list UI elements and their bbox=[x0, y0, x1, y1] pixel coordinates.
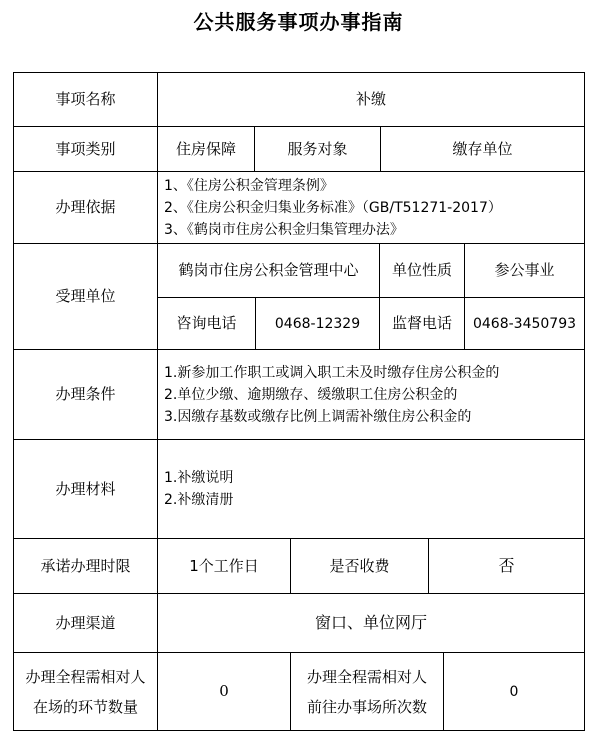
fee-value: 否 bbox=[498, 556, 515, 575]
fee-label: 是否收费 bbox=[329, 556, 390, 575]
materials-list bbox=[164, 467, 233, 511]
onsite-steps-label-line: 在场的环节数量 bbox=[32, 697, 138, 716]
consult-phone-value: 0468-12329 bbox=[274, 315, 361, 332]
supervise-phone-label: 监督电话 bbox=[391, 314, 452, 332]
name-value: 补缴 bbox=[355, 90, 386, 108]
onsite-steps-label-line: 办理全程需相对人 bbox=[25, 667, 146, 686]
time-limit-value: 1个工作日 bbox=[189, 556, 259, 575]
service-target-value: 缴存单位 bbox=[452, 139, 513, 158]
name-label: 事项名称 bbox=[55, 90, 116, 108]
page-title: 公共服务事项办事指南 bbox=[193, 10, 404, 34]
onsite-steps-label bbox=[14, 653, 157, 730]
consult-phone-label: 咨询电话 bbox=[176, 314, 237, 332]
basis-item: 3、《鹤岗市住房公积金归集管理办法》 bbox=[164, 222, 404, 238]
visit-count-label-line: 前往办事场所次数 bbox=[306, 697, 427, 716]
material-item: 2.补缴清册 bbox=[164, 492, 234, 508]
basis-label: 办理依据 bbox=[55, 198, 116, 216]
conditions-label: 办理条件 bbox=[55, 385, 116, 403]
visit-count-value: 0 bbox=[509, 683, 519, 700]
basis-item: 2、《住房公积金归集业务标准》（GB/T51271-2017） bbox=[164, 200, 502, 216]
unit-label: 受理单位 bbox=[55, 287, 116, 305]
material-item: 1.补缴说明 bbox=[164, 470, 234, 486]
category-value: 住房保障 bbox=[175, 139, 236, 158]
supervise-phone-value: 0468-3450793 bbox=[472, 315, 577, 332]
materials-label: 办理材料 bbox=[55, 479, 116, 498]
condition-item: 2.单位少缴、逾期缴存、缓缴职工住房公积金的 bbox=[164, 387, 458, 403]
visit-count-label bbox=[291, 653, 443, 730]
basis-item: 1、《住房公积金管理条例》 bbox=[164, 178, 334, 194]
unit-nature-value: 参公事业 bbox=[494, 261, 555, 279]
channel-value: 窗口、单位网厅 bbox=[314, 613, 427, 632]
conditions-list bbox=[164, 362, 499, 428]
category-label: 事项类别 bbox=[55, 139, 116, 158]
service-target-label: 服务对象 bbox=[287, 139, 348, 158]
basis-list bbox=[164, 175, 502, 241]
time-limit-label: 承诺办理时限 bbox=[40, 556, 131, 575]
unit-name: 鹤岗市住房公积金管理中心 bbox=[178, 261, 359, 279]
channel-label: 办理渠道 bbox=[55, 613, 116, 632]
condition-item: 3.因缴存基数或缴存比例上调需补缴住房公积金的 bbox=[164, 409, 472, 425]
condition-item: 1.新参加工作职工或调入职工未及时缴存住房公积金的 bbox=[164, 365, 500, 381]
unit-nature-label: 单位性质 bbox=[391, 261, 452, 279]
onsite-steps-value: 0 bbox=[219, 682, 229, 700]
visit-count-label-line: 办理全程需相对人 bbox=[306, 667, 427, 686]
